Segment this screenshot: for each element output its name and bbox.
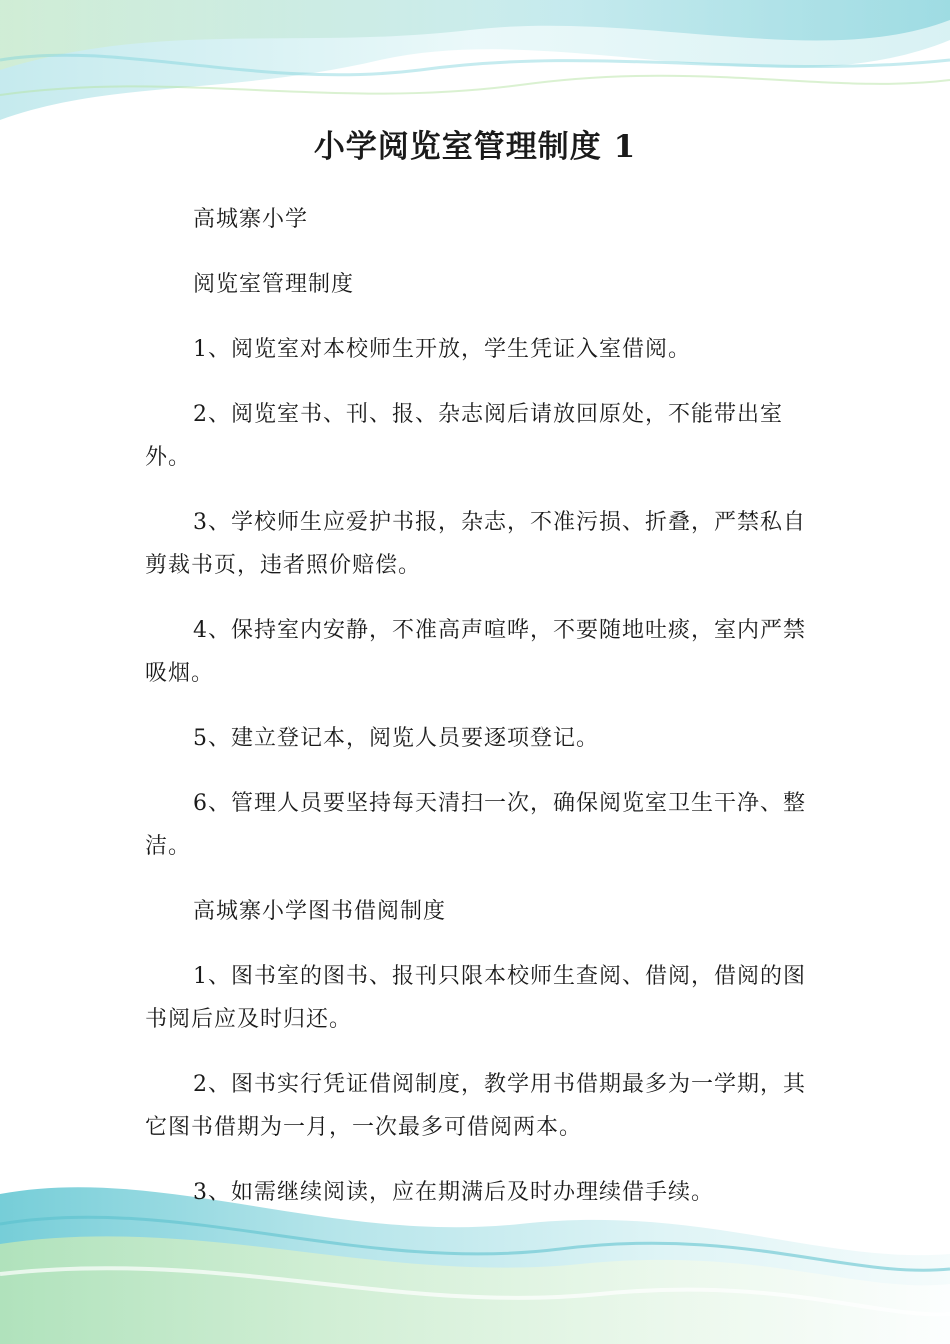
section-heading-borrowing: 高城寨小学图书借阅制度	[193, 899, 447, 924]
rule-paragraph: 3、如需继续阅读，应在期满后及时办理续借手续。	[193, 1180, 714, 1205]
rule-paragraph: 5、建立登记本，阅览人员要逐项登记。	[193, 726, 599, 751]
rule-paragraph: 2、阅览室书、刊、报、杂志阅后请放回原处，不能带出室外。	[145, 402, 783, 470]
rule-paragraph: 6、管理人员要坚持每天清扫一次，确保阅览室卫生干净、整洁。	[145, 791, 806, 859]
rule-paragraph: 4、保持室内安静，不准高声喧哗，不要随地吐痰，室内严禁吸烟。	[145, 618, 806, 686]
document-title: 小学阅览室管理制度 1	[313, 129, 637, 165]
rule-paragraph: 1、阅览室对本校师生开放，学生凭证入室借阅。	[193, 337, 691, 362]
rule-paragraph: 2、图书实行凭证借阅制度，教学用书借期最多为一学期，其它图书借期为一月，一次最多可借阅两本。	[145, 1072, 806, 1140]
rule-paragraph: 1、图书室的图书、报刊只限本校师生查阅、借阅，借阅的图书阅后应及时归还。	[145, 964, 806, 1032]
section-heading-reading-room: 阅览室管理制度	[193, 272, 355, 297]
school-name-line: 高城寨小学	[193, 207, 309, 232]
document-body	[145, 198, 813, 1236]
rule-paragraph: 3、学校师生应爱护书报，杂志，不准污损、折叠，严禁私自剪裁书页，违者照价赔偿。	[145, 510, 806, 578]
